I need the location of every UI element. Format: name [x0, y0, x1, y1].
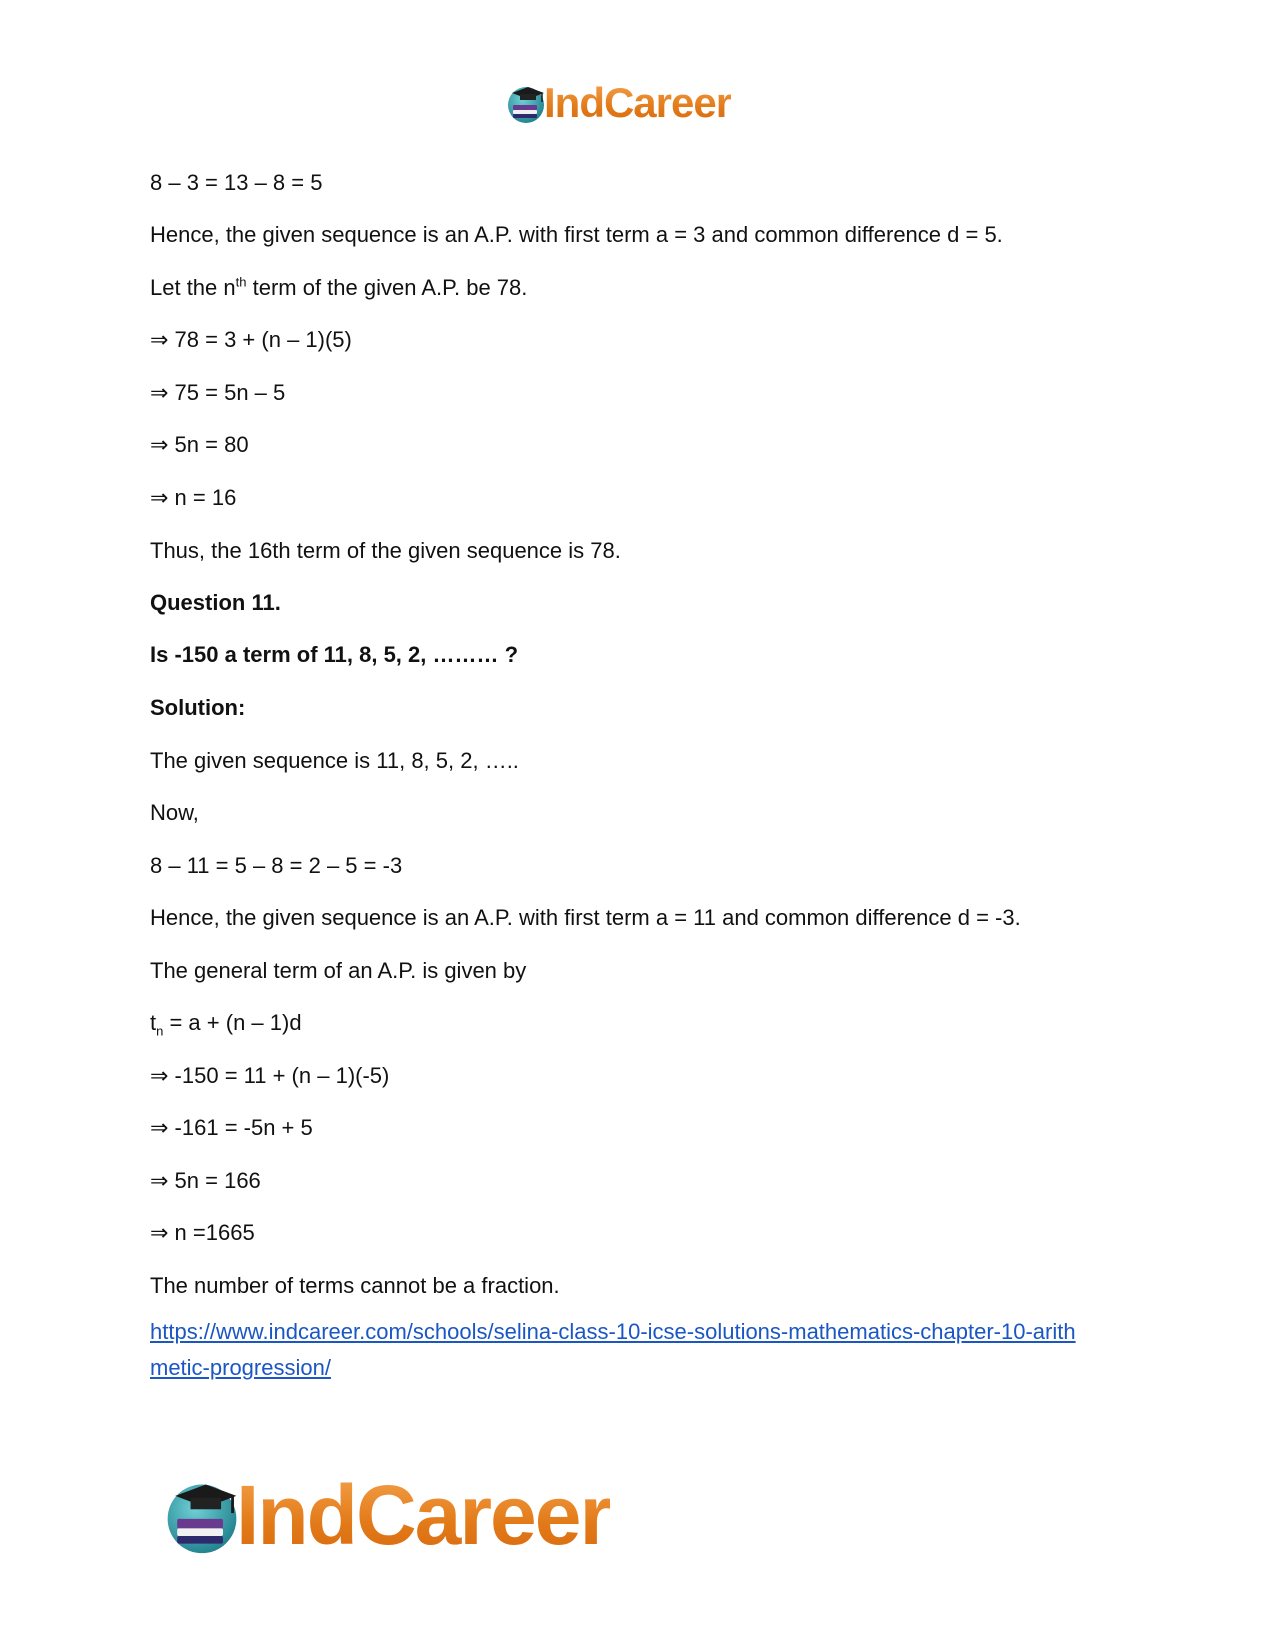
equation-line: ⇒ -161 = -5n + 5	[150, 1115, 313, 1140]
logo-text: IndCareer	[544, 79, 732, 126]
question-text: Is -150 a term of 11, 8, 5, 2, ……… ?	[150, 642, 519, 667]
equation-line: ⇒ n = 16	[150, 485, 237, 510]
text-fragment: t	[150, 1010, 157, 1035]
paragraph: The general term of an A.P. is given by	[150, 958, 527, 983]
equation-line: ⇒ 5n = 166	[150, 1168, 261, 1193]
paragraph	[150, 274, 527, 302]
graduation-globe-icon	[160, 1473, 244, 1557]
equation-line: ⇒ 78 = 3 + (n – 1)(5)	[150, 327, 352, 352]
equation-line: ⇒ 75 = 5n – 5	[150, 380, 286, 405]
solution-heading: Solution:	[150, 695, 246, 720]
source-link-line1[interactable]: https://www.indcareer.com/schools/selina-class-10-icse-solutions-mathematics-chapter-10-arith	[150, 1319, 1076, 1344]
graduation-globe-icon	[504, 81, 548, 125]
indcareer-logo-top	[504, 78, 731, 128]
indcareer-logo-bottom	[160, 1470, 610, 1560]
text-fragment: term of the given A.P. be 78.	[246, 275, 528, 300]
paragraph: The number of terms cannot be a fraction.	[150, 1273, 560, 1298]
paragraph: Now,	[150, 800, 199, 825]
text-fragment: Let the n	[150, 275, 236, 300]
equation-line	[150, 1009, 302, 1037]
paragraph: The given sequence is 11, 8, 5, 2, …..	[150, 748, 519, 773]
text-fragment: = a + (n – 1)d	[163, 1010, 302, 1035]
question-heading: Question 11.	[150, 590, 281, 615]
subscript: n	[156, 1023, 164, 1039]
paragraph: Hence, the given sequence is an A.P. with first term a = 11 and common difference d = -3.	[150, 905, 1021, 930]
paragraph: Thus, the 16th term of the given sequence is 78.	[150, 538, 621, 563]
equation-line: ⇒ n =1665	[150, 1220, 255, 1245]
paragraph: Hence, the given sequence is an A.P. with first term a = 3 and common difference d = 5.	[150, 222, 1003, 247]
equation-line: ⇒ 5n = 80	[150, 432, 249, 457]
superscript: th	[235, 274, 247, 290]
logo-text: IndCareer	[236, 1468, 611, 1562]
equation-line: 8 – 11 = 5 – 8 = 2 – 5 = -3	[150, 853, 403, 878]
equation-line: 8 – 3 = 13 – 8 = 5	[150, 170, 323, 195]
source-link-line2[interactable]: metic-progression/	[150, 1355, 331, 1380]
equation-line: ⇒ -150 = 11 + (n – 1)(-5)	[150, 1063, 390, 1088]
